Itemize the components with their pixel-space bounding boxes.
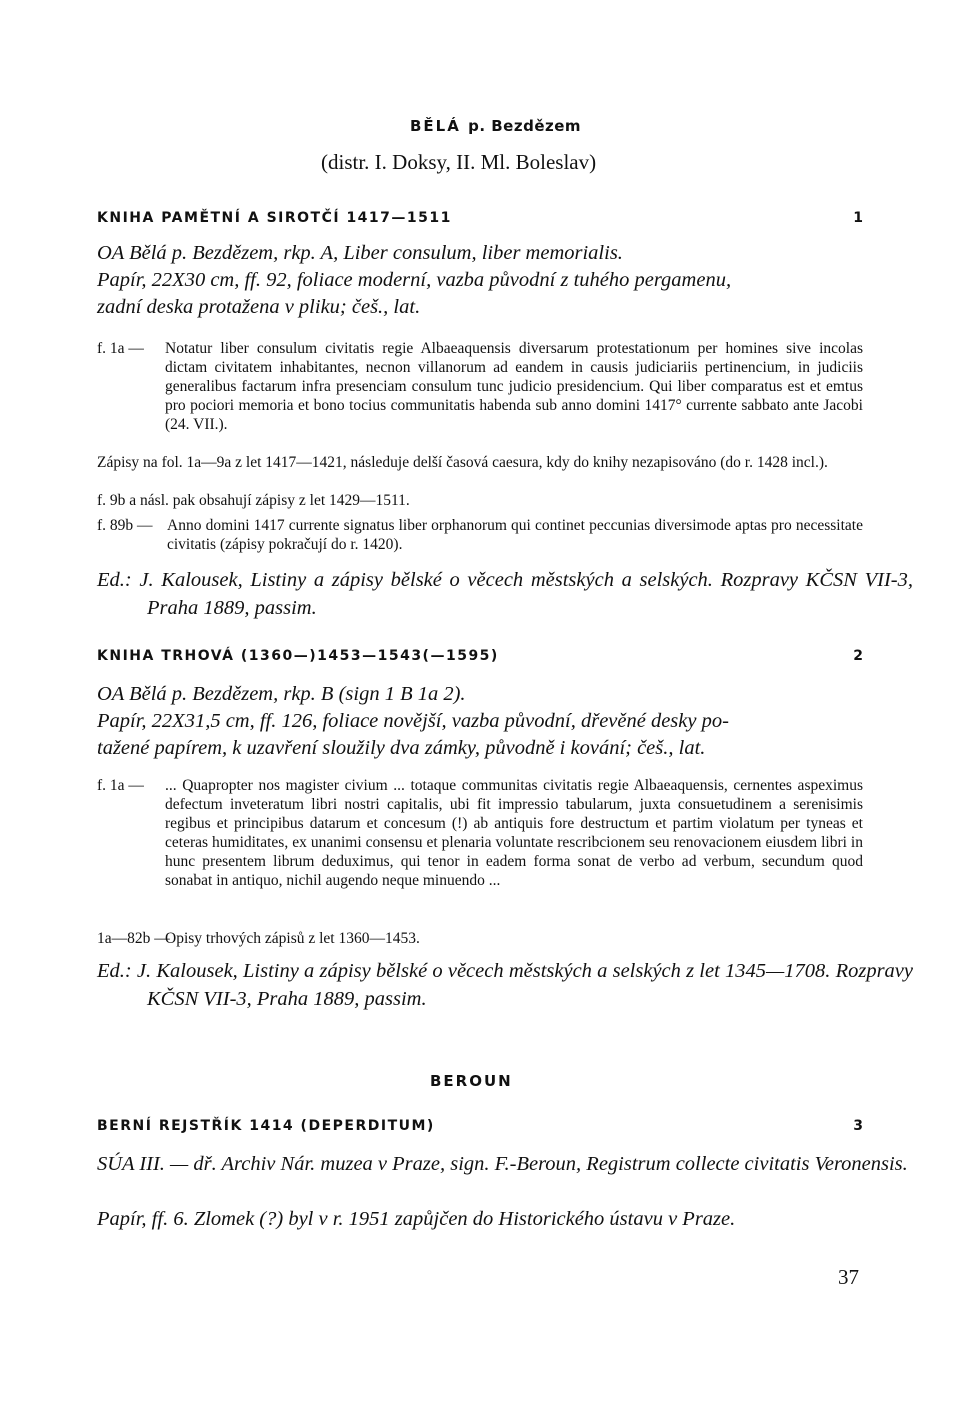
entry-number: 2 xyxy=(853,648,863,664)
entry-title: KNIHA PAMĚTNÍ A SIROTČÍ 1417—1511 xyxy=(97,210,452,226)
page-number: 37 xyxy=(838,1265,859,1289)
source-line: zadní deska protažena v pliku; češ., lat. xyxy=(97,296,421,318)
entry-number: 3 xyxy=(853,1118,863,1134)
note-text: ... Quapropter nos magister civium ... totaque communitas civitatis regie Albaeaquensis, cernentes aspeximus defectum inveteratum libri nostri capitalis, ubi fit impressio tabularum, juxta consuetudinem a serenisimis regibus et principibus datarum et concesum (!) ab antiquis fore destructum et partim violatum per tyneas et ceteras humiditates, ex unanimi consensu et plenaria voluntate rescribcionem seu renovacionem eiusdem libri in hunc presentem librum deduximus, qui tenor in eadem forma sonat de verbo ad verbum, secundum quod sonabat in antiquo, nichil augendo neque minuendo ... xyxy=(165,777,863,889)
note-item xyxy=(97,776,863,890)
place-name: BĚLÁ xyxy=(410,117,461,135)
place-heading xyxy=(410,117,581,135)
note-item xyxy=(97,516,863,554)
entry-heading xyxy=(97,210,863,226)
entry-title: KNIHA TRHOVÁ (1360—)1453—1543(—1595) xyxy=(97,648,499,664)
note-text: Opisy trhových zápisů z let 1360—1453. xyxy=(165,930,420,947)
note-item: Zápisy na fol. 1a—9a z let 1417—1421, následuje delší časová caesura, kdy do knihy nezapisováno (do r. 1428 incl.). xyxy=(97,454,828,471)
entry-title: BERNÍ REJSTŘÍK 1414 (DEPERDITUM) xyxy=(97,1118,435,1134)
source-line: Papír, 22X30 cm, ff. 92, foliace moderní, vazba původní z tuhého pergamenu, xyxy=(97,269,732,291)
source-line: OA Bělá p. Bezdězem, rkp. B (sign 1 B 1a 2). xyxy=(97,683,466,705)
entry-heading xyxy=(97,1118,863,1134)
entry-heading xyxy=(97,648,863,664)
note-item xyxy=(97,929,863,948)
district-line: (distr. I. Doksy, II. Ml. Boleslav) xyxy=(321,150,597,174)
folio-label: f. 89b — xyxy=(97,517,153,534)
note-text: Anno domini 1417 currente signatus liber orphanorum qui continet peccunias diversimode aptas pro necessitate civitatis (zápisy pokračují do r. 1420). xyxy=(167,517,863,553)
place-heading: BEROUN xyxy=(430,1072,513,1090)
folio-label: f. 1a — xyxy=(97,340,144,357)
folio-label: f. 1a — xyxy=(97,777,144,794)
edition-note: Ed.: J. Kalousek, Listiny a zápisy bělské o věcech městských a selských. Rozpravy KČSN VII-3, Praha 1889, passim. xyxy=(97,569,913,619)
edition-note: Ed.: J. Kalousek, Listiny a zápisy bělské o věcech městských a selských z let 1345—1708. Rozpravy KČSN VII-3, Praha 1889, passim. xyxy=(97,960,913,1010)
folio-label: 1a—82b — xyxy=(97,930,170,947)
source-line: tažené papírem, k uzavření sloužily dva zámky, původně i kování; češ., lat. xyxy=(97,737,706,759)
place-suffix: p. Bezdězem xyxy=(468,117,582,135)
source-line: SÚA III. — dř. Archiv Nár. muzea v Praze, sign. F.-Beroun, Registrum collecte civitatis Veronensis. xyxy=(97,1153,908,1175)
note-text: Notatur liber consulum civitatis regie Albaeaquensis diversarum protestationum per homines sive incolas dictam civitatem inhabitantes, necnon villanorum ad eandem in causis judiciariis pertinencium, in judiciis generalibus factarum infra presenciam consulum tunc judicio presidencium. Qui liber comparatus est et emtus pro pociori memoria et bono tocius communitatis habenda sub anno domini 1417° currente sabbato ante Jacobi (24. VII.). xyxy=(165,340,863,433)
description-line: Papír, ff. 6. Zlomek (?) byl v r. 1951 zapůjčen do Historického ústavu v Praze. xyxy=(97,1208,736,1230)
source-line: OA Bělá p. Bezdězem, rkp. A, Liber consulum, liber memorialis. xyxy=(97,242,623,264)
note-item: f. 9b a násl. pak obsahují zápisy z let 1429—1511. xyxy=(97,492,410,509)
entry-number: 1 xyxy=(853,210,863,226)
note-item xyxy=(97,339,863,434)
source-line: Papír, 22X31,5 cm, ff. 126, foliace novější, vazba původní, dřevěné desky po- xyxy=(97,710,729,732)
